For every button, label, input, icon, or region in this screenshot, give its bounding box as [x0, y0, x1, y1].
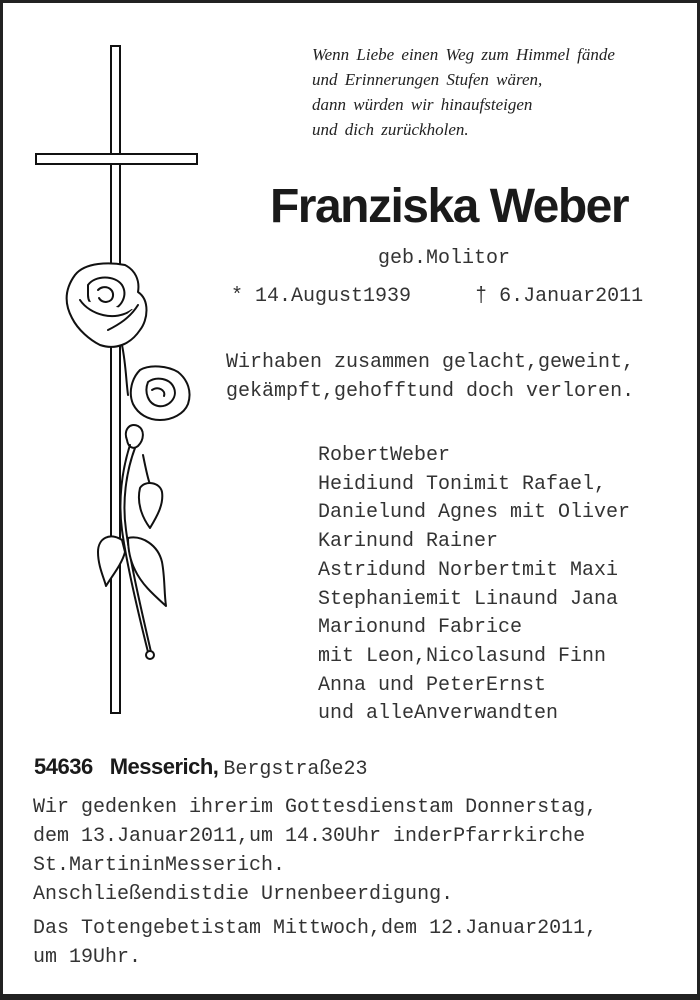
cross-with-roses-icon: [30, 40, 205, 720]
mourner-line: Marionund Fabrice: [318, 616, 523, 640]
poem-line: und Erinnerungen Stufen wären,: [312, 70, 543, 89]
quote-line: gekämpft,gehofftund doch verloren.: [226, 380, 635, 403]
prayer-line: um 19Uhr.: [33, 946, 142, 969]
service-line: dem 13.Januar2011,um 14.30Uhr inderPfarrkirche: [33, 825, 586, 848]
mourner-line: Karinund Rainer: [318, 530, 499, 554]
memorial-quote: [226, 348, 634, 406]
service-info: [33, 793, 597, 909]
death-date: 6.Januar2011: [499, 285, 644, 308]
poem: [312, 42, 672, 142]
city: Messerich,: [109, 754, 219, 779]
mourner-line: Heidiund Tonimit Rafael,: [318, 472, 607, 496]
mourner-line: Astridund Norbertmit Maxi: [318, 558, 619, 582]
mourner-line: mit Leon,Nicolasund Finn: [318, 644, 607, 668]
mourners-list: [318, 442, 630, 729]
maiden-name: geb.Molitor: [378, 247, 511, 270]
service-line: Wir gedenken ihrerim Gottesdienstam Donnerstag,: [33, 796, 598, 819]
prayer-line: Das Totengebetistam Mittwoch,dem 12.Januar2011,: [33, 917, 598, 940]
service-line: Anschließendistdie Urnenbeerdigung.: [33, 883, 454, 906]
birth-date: 14.August1939: [255, 285, 412, 308]
address: [34, 754, 367, 783]
prayer-info: [33, 914, 597, 972]
postal-code: 54636: [34, 754, 93, 779]
deceased-name: Franziska Weber: [269, 180, 629, 233]
service-line: St.MartininMesserich.: [33, 854, 286, 877]
mourner-line: Danielund Agnes mit Oliver: [318, 501, 631, 525]
mourner-line: RobertWeber: [318, 444, 451, 467]
mourner-line: Anna und PeterErnst: [318, 673, 547, 697]
death-dagger-icon: †: [475, 285, 488, 308]
poem-line: Wenn Liebe einen Weg zum Himmel fände: [312, 45, 615, 64]
poem-line: dann würden wir hinaufsteigen: [312, 95, 533, 114]
quote-line: Wirhaben zusammen gelacht,geweint,: [226, 351, 635, 374]
street: Bergstraße23: [223, 758, 368, 781]
life-dates: [231, 285, 643, 309]
poem-line: und dich zurückholen.: [312, 120, 469, 139]
birth-star-icon: *: [231, 285, 244, 308]
mourner-line: Stephaniemit Linaund Jana: [318, 587, 619, 611]
mourner-line: und alleAnverwandten: [318, 702, 559, 726]
